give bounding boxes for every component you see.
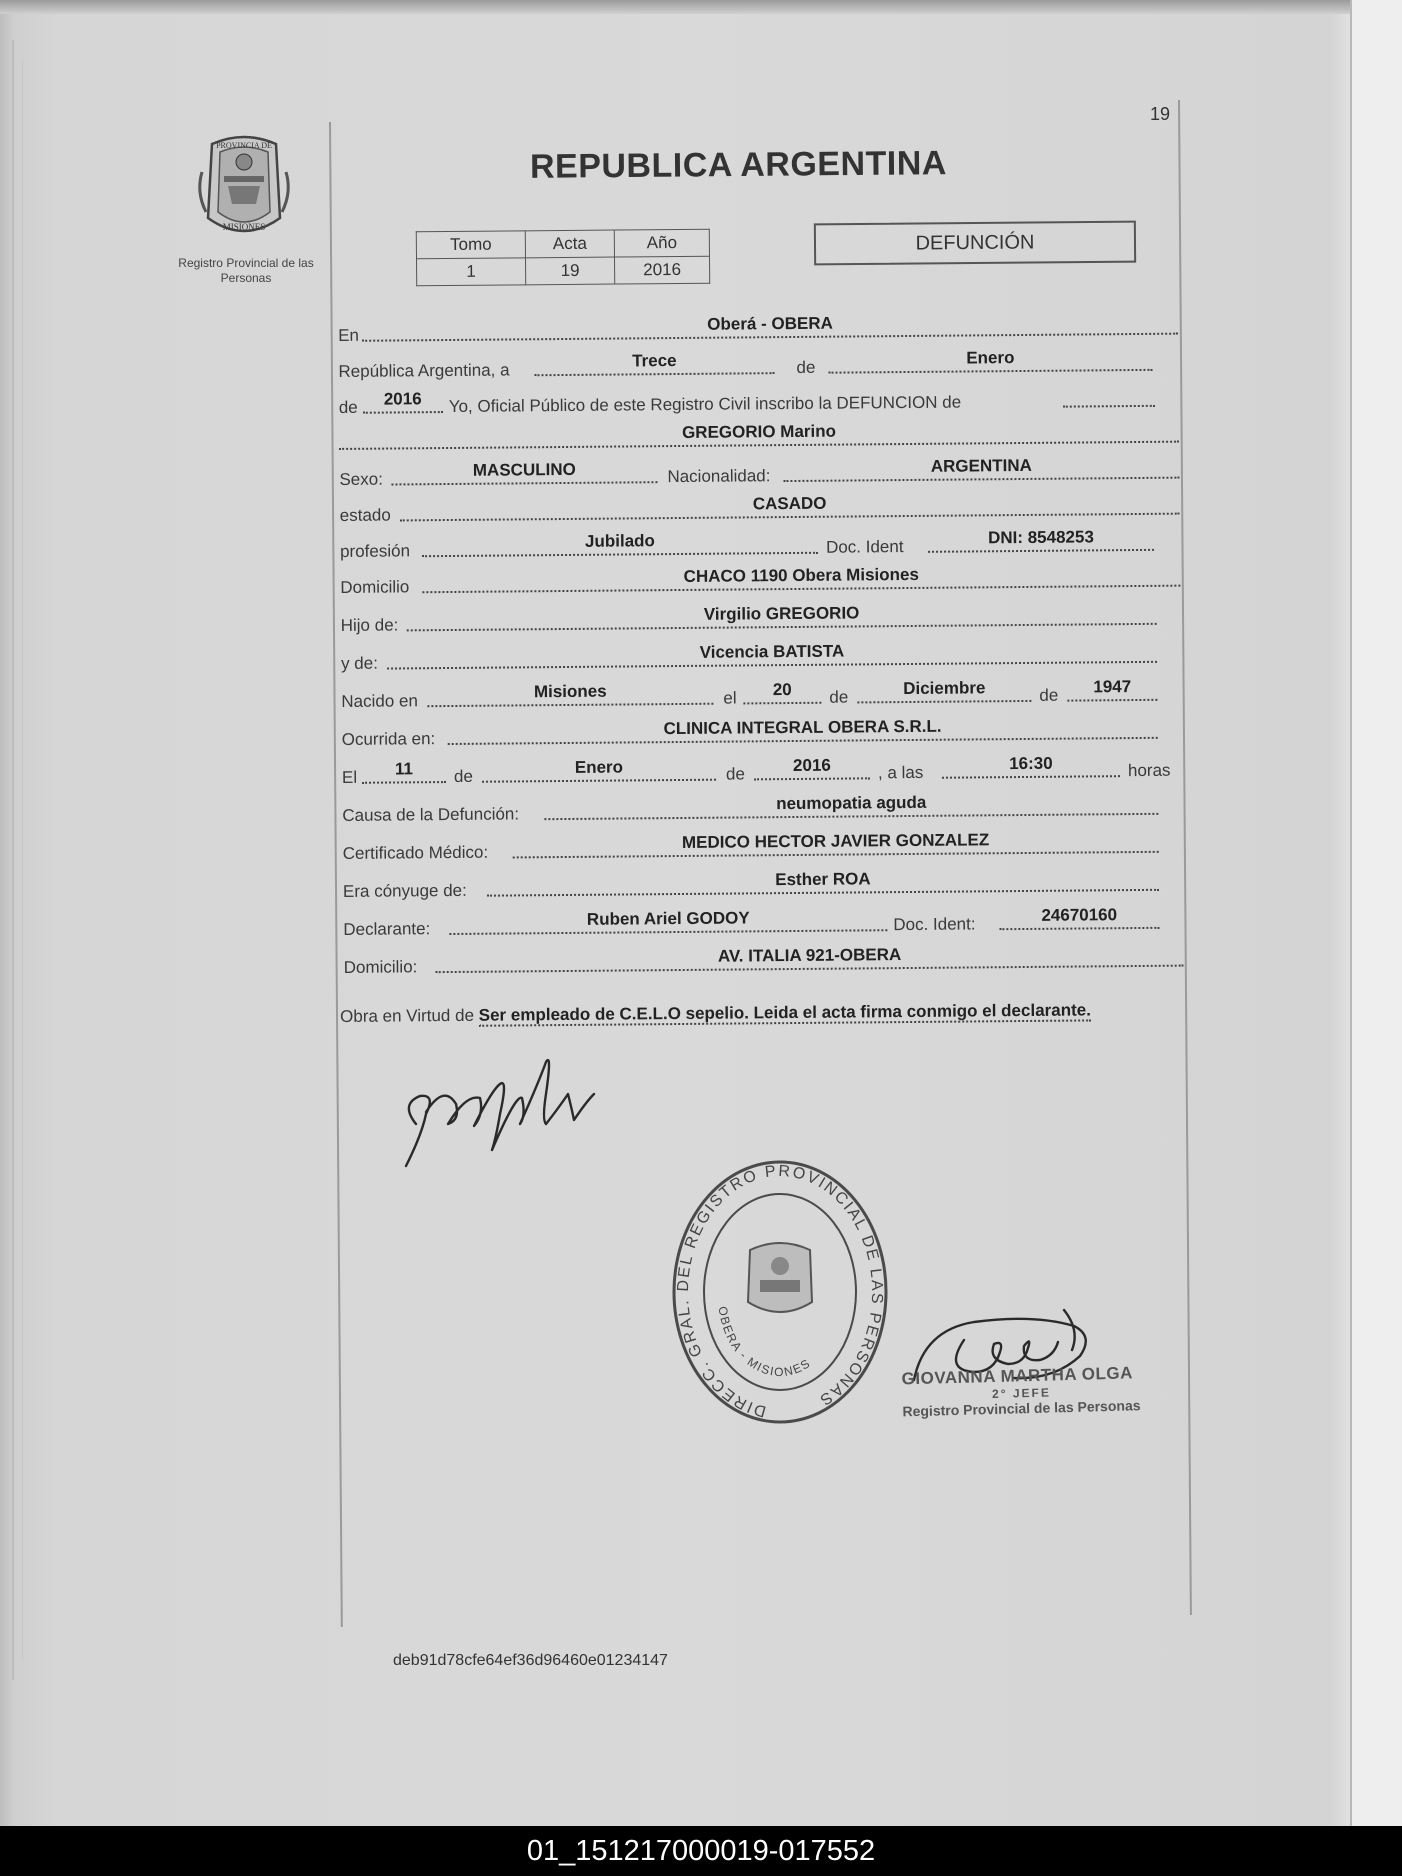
page-number: 19 (1150, 104, 1171, 124)
declarante-domicilio-label: Domicilio: (343, 957, 418, 977)
de-label-4: de (1039, 685, 1059, 705)
ocurrida-label: Ocurrida en: (341, 729, 436, 749)
official-role: 2° JEFE (991, 1385, 1052, 1402)
tomo-value: 1 (417, 258, 526, 286)
tomo-header: Tomo (416, 231, 525, 259)
domicilio-value: CHACO 1190 Obera Misiones (422, 561, 1180, 594)
seal-inner-text: OBERA - MISIONES (715, 1305, 814, 1380)
row-year (335, 383, 1181, 420)
acta-value: 19 (526, 257, 615, 285)
profesion-label: profesión (339, 541, 411, 561)
year-value: 2016 (363, 387, 443, 414)
officer-text: Yo, Oficial Público de este Registro Civil inscribo la DEFUNCION de (448, 392, 962, 417)
nacido-lugar: Misiones (427, 679, 713, 707)
emblem-text-bottom: MISIONES (222, 222, 266, 232)
table-value-row (417, 256, 710, 286)
estado-value: CASADO (400, 489, 1180, 522)
act-type-box: DEFUNCIÓN (814, 221, 1136, 266)
conyuge-value: Esther ROA (487, 865, 1159, 897)
row-declarante (339, 905, 1185, 942)
declarante-value: Ruben Ariel GODOY (449, 905, 887, 935)
row-fecha-defuncion (338, 753, 1184, 790)
declarante-domicilio-value: AV. ITALIA 921-OBERA (435, 941, 1183, 974)
anio-header: Año (614, 229, 709, 257)
alas-label: , a las (877, 762, 924, 783)
declarant-signature (396, 1054, 606, 1174)
nacionalidad-value: ARGENTINA (783, 453, 1179, 482)
obra-value: Ser empleado de C.E.L.O sepelio. Leida el acta firma conmigo el declarante. (478, 1000, 1091, 1025)
nacionalidad-label: Nacionalidad: (667, 466, 771, 487)
official-name: GIOVANNA MARTHA OLGA (901, 1363, 1134, 1389)
deceased-name: GREGORIO Marino (339, 417, 1179, 450)
ocurrida-value: CLINICA INTEGRAL OBERA S.R.L. (448, 713, 1158, 745)
hijo-label: Hijo de: (340, 615, 399, 635)
officer-trailing-dots (1063, 381, 1155, 408)
row-declarante-domicilio (340, 943, 1186, 980)
padre-value: Virgilio GREGORIO (407, 599, 1157, 632)
defuncion-anio: 2016 (754, 753, 870, 780)
doc-ident-label: Doc. Ident (825, 537, 904, 557)
row-nacido (337, 677, 1183, 714)
madre-value: Vicencia BATISTA (387, 637, 1157, 670)
profesion-value: Jubilado (422, 528, 818, 557)
row-deceased-name (335, 419, 1181, 456)
scan-top-edge (0, 0, 1402, 14)
official-office: Registro Provincial de las Personas (902, 1397, 1141, 1420)
en-value: Oberá - OBERA (362, 309, 1178, 342)
sexo-label: Sexo: (339, 469, 383, 489)
de-label-1: de (796, 357, 816, 377)
row-hijo (337, 601, 1183, 638)
emblem-text-top: PROVINCIA DE (216, 141, 272, 150)
horas-label: horas (1127, 760, 1171, 781)
causa-label: Causa de la Defunción: (342, 804, 520, 825)
acta-header: Acta (525, 230, 614, 258)
row-domicilio (336, 563, 1182, 600)
nacimiento-dia: 20 (743, 678, 821, 705)
row-republica (334, 347, 1180, 384)
declarante-label: Declarante: (343, 919, 431, 939)
row-certificado (339, 829, 1185, 866)
day-word: Trece (534, 348, 774, 376)
row-sexo (335, 455, 1181, 492)
de-label-2: de (338, 397, 358, 417)
footer-id-bar: 01_151217000019-017552 (0, 1826, 1402, 1876)
yde-label: y de: (340, 653, 378, 673)
el2-label: El (341, 767, 358, 787)
causa-value: neumopatia aguda (544, 789, 1158, 820)
table-header-row (416, 229, 709, 259)
official-stamp (901, 1363, 1162, 1420)
seal-ring-text: DIRECC. GRAL. DEL REGISTRO PROVINCIAL DE LAS PERSONAS (674, 1162, 886, 1420)
de-label-6: de (725, 764, 745, 784)
row-madre (337, 639, 1183, 676)
de-label-3: de (829, 687, 849, 707)
defuncion-hora: 16:30 (942, 751, 1120, 779)
obra-label: Obra en Virtud de (340, 1005, 475, 1026)
tomo-acta-anio-table (416, 229, 710, 287)
republica-label: República Argentina, a (338, 360, 510, 381)
certificado-value: MEDICO HECTOR JAVIER GONZALEZ (512, 827, 1158, 859)
el-label: el (723, 688, 737, 708)
conyuge-label: Era cónyuge de: (342, 880, 467, 901)
certificado-label: Certificado Médico: (342, 842, 489, 863)
nacimiento-anio: 1947 (1067, 675, 1157, 702)
misiones-coat-of-arms-icon (194, 132, 294, 242)
row-estado (336, 491, 1182, 528)
back-sheet-edge (1350, 0, 1402, 1826)
de-label-5: de (453, 766, 474, 786)
defuncion-dia: 11 (362, 757, 446, 784)
doc-ident-value: DNI: 8548253 (928, 525, 1154, 553)
death-certificate-form (334, 311, 1180, 1026)
domicilio-label: Domicilio (340, 577, 410, 597)
row-ocurrida (338, 715, 1184, 752)
sexo-value: MASCULINO (391, 457, 657, 485)
month-value: Enero (828, 345, 1152, 374)
registry-seal-stamp (668, 1156, 892, 1428)
row-en (334, 311, 1180, 348)
obra-en-virtud-paragraph (340, 995, 1186, 1032)
declarante-doc-label: Doc. Ident: (893, 914, 976, 935)
declarante-doc-value: 24670160 (999, 903, 1159, 930)
estado-label: estado (339, 505, 391, 525)
row-causa (338, 791, 1184, 828)
nacimiento-mes: Diciembre (857, 676, 1031, 704)
en-label: En (338, 325, 360, 345)
nacido-label: Nacido en (341, 691, 418, 711)
registry-label: Registro Provincial de las Personas (178, 256, 314, 285)
row-conyuge (339, 867, 1185, 904)
binding-fold-inner (22, 60, 23, 1660)
defuncion-mes: Enero (482, 755, 716, 783)
binding-fold (12, 40, 14, 1680)
document-title: REPUBLICA ARGENTINA (529, 144, 948, 186)
anio-value: 2016 (614, 256, 709, 284)
document-hash: deb91d78cfe64ef36d96460e01234147 (393, 1652, 668, 1669)
row-profesion (336, 527, 1182, 564)
